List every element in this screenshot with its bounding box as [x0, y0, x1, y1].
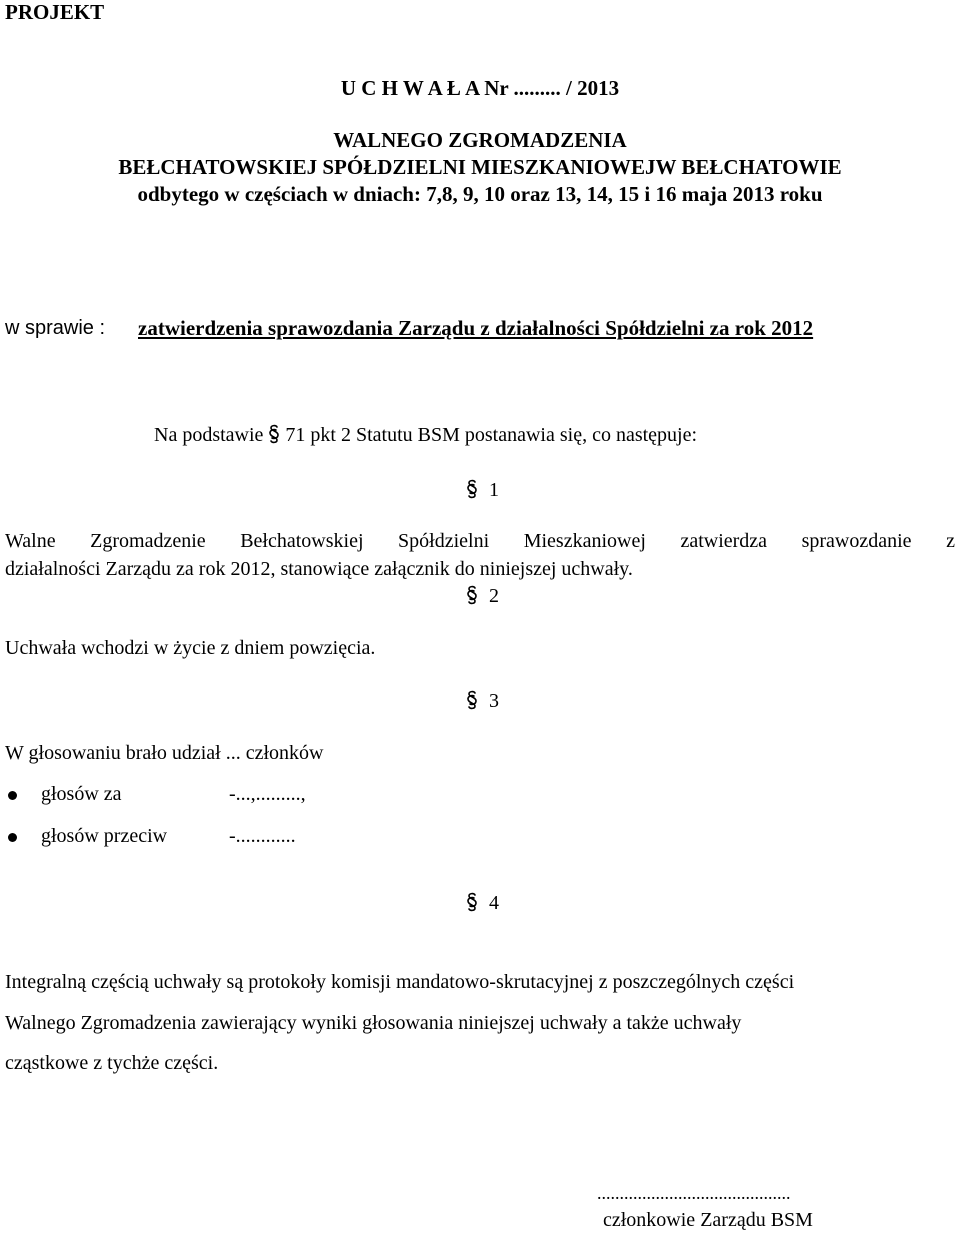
section-1-line-2: działalności Zarządu za rok 2012, stanowiące załącznik do niniejszej uchwały.: [5, 558, 633, 580]
section-4-number: 4: [489, 892, 499, 914]
basis-line: [154, 424, 697, 447]
signature-dots: ...........................................: [597, 1183, 791, 1203]
basis-prefix: Na podstawie: [154, 424, 264, 446]
basis-suffix: 71 pkt 2 Statutu BSM postanawia się, co następuje:: [285, 424, 698, 446]
section-1-heading: [466, 479, 499, 502]
section-sign-icon: [268, 424, 280, 444]
section-sign-icon: [466, 585, 478, 605]
section-2-number: 2: [489, 585, 499, 607]
section-4-line-2: Walnego Zgromadzenia zawierający wyniki głosowania niniejszej uchwały a także uchwały: [5, 1012, 742, 1034]
subject-text: zatwierdzenia sprawozdania Zarządu z działalności Spółdzielni za rok 2012: [138, 316, 814, 340]
section-sign-icon: [466, 479, 478, 499]
section-sign-icon: [466, 892, 478, 912]
header-line-3: odbytego w częściach w dniach: 7,8, 9, 10 oraz 13, 14, 15 i 16 maja 2013 roku: [137, 182, 823, 206]
section-sign-icon: [466, 690, 478, 710]
signature-label: członkowie Zarządu BSM: [603, 1209, 813, 1231]
section-4-line-3: cząstkowe z tychże części.: [5, 1052, 219, 1074]
voting-intro: W głosowaniu brało udział ... członków: [5, 742, 324, 764]
voting-item-label: głosów za: [41, 783, 122, 805]
voting-item-value: -...,.........,: [229, 783, 306, 805]
section-2-heading: [466, 585, 499, 608]
bullet-icon: [8, 833, 17, 842]
voting-item-value: -............: [229, 825, 296, 847]
section-1-line-1: Walne Zgromadzenie Bełchatowskiej Spółdzielni Mieszkaniowej zatwierdza sprawozdanie z: [5, 530, 955, 552]
section-4-line-1: Integralną częścią uchwały są protokoły komisji mandatowo-skrutacyjnej z poszczególnych części: [5, 971, 795, 993]
section-2-text: Uchwała wchodzi w życie z dniem powzięcia.: [5, 637, 376, 659]
projekt-label: PROJEKT: [5, 0, 105, 24]
header-line-2: BEŁCHATOWSKIEJ SPÓŁDZIELNI MIESZKANIOWEJW BEŁCHATOWIE: [118, 155, 842, 179]
bullet-icon: [8, 791, 17, 800]
section-3-number: 3: [489, 690, 499, 712]
voting-item-label: głosów przeciw: [41, 825, 168, 847]
section-3-heading: [466, 690, 499, 713]
section-4-heading: [466, 892, 499, 915]
section-1-number: 1: [489, 479, 499, 501]
subject-label: w sprawie :: [5, 317, 106, 339]
header-line-1: WALNEGO ZGROMADZENIA: [333, 128, 627, 152]
resolution-title: U C H W A Ł A Nr ......... / 2013: [340, 76, 620, 100]
